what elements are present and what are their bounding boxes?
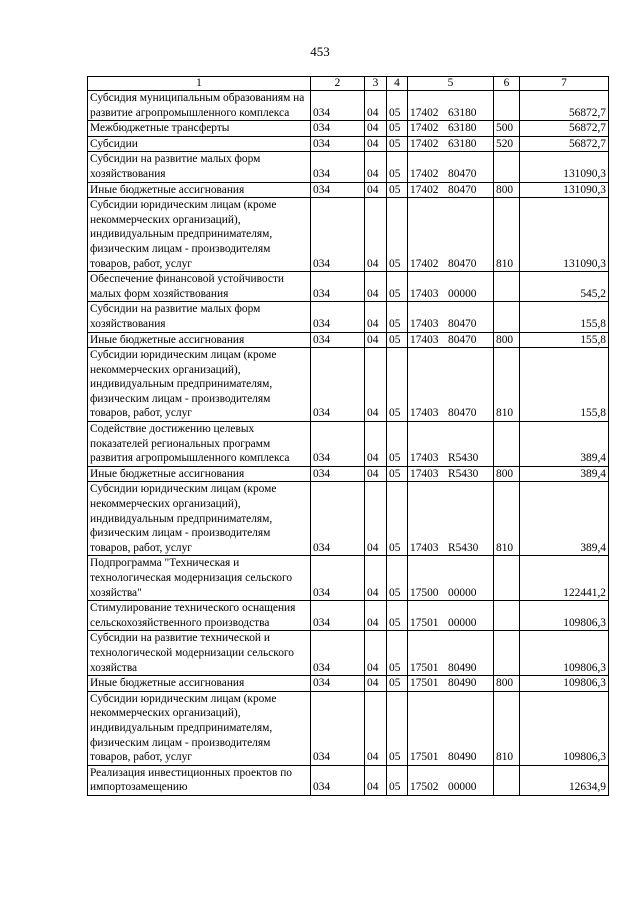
cell-vid-rashodov [494,152,520,182]
cs-code-direction: 00000 [448,287,477,300]
cell-podrazdel: 05 [387,136,408,152]
cell-summa: 122441,2 [520,556,609,601]
cell-vedomstvo: 034 [311,121,365,137]
cell-summa: 56872,7 [520,121,609,137]
cell-name: Обеспечение финансовой устойчивости малых форм хозяйствования [88,272,311,302]
cell-celevaya-statya [408,601,494,631]
table-body [88,91,609,796]
cell-vedomstvo: 034 [311,198,365,272]
cell-name: Субсидии на развитие малых форм хозяйствования [88,302,311,332]
table-row [88,91,609,121]
cell-vid-rashodov [494,272,520,302]
cell-razdel: 04 [365,601,387,631]
cs-code-direction: 80490 [448,661,477,674]
cell-podrazdel: 05 [387,91,408,121]
cs-code-direction: 80470 [448,407,477,420]
cell-celevaya-statya [408,556,494,601]
cell-razdel: 04 [365,152,387,182]
cell-vid-rashodov [494,422,520,467]
cell-celevaya-statya [408,302,494,332]
table-row [88,136,609,152]
cs-code-direction: 00000 [448,586,477,599]
cell-razdel: 04 [365,482,387,556]
cell-razdel: 04 [365,466,387,482]
budget-table [87,76,609,796]
cell-vedomstvo: 034 [311,332,365,348]
cs-code-direction: R5430 [448,452,479,465]
cs-code-direction: 00000 [448,781,477,794]
cs-code-program: 17402 [410,167,439,180]
cell-vedomstvo: 034 [311,91,365,121]
cell-vedomstvo: 034 [311,482,365,556]
cell-vid-rashodov [494,765,520,795]
table-row [88,272,609,302]
cell-celevaya-statya [408,121,494,137]
cell-name: Иные бюджетные ассигнования [88,676,311,692]
header-cell-vid-rashodov: 6 [494,77,520,91]
cell-vid-rashodov: 800 [494,676,520,692]
cs-code-direction: R5430 [448,467,479,480]
table-row [88,556,609,601]
cell-name: Подпрограмма "Техническая и технологическая модернизация сельского хозяйства" [88,556,311,601]
cs-code-program: 17402 [410,106,439,119]
cell-vedomstvo: 034 [311,272,365,302]
cell-podrazdel: 05 [387,556,408,601]
cell-razdel: 04 [365,182,387,198]
cell-name: Межбюджетные трансферты [88,121,311,137]
cell-podrazdel: 05 [387,691,408,765]
cell-razdel: 04 [365,121,387,137]
cell-vedomstvo: 034 [311,676,365,692]
cell-name: Субсидии юридическим лицам (кроме некоммерческих организаций), индивидуальным предпринимателям, физическим лицам - производителям товаров, работ, услуг [88,691,311,765]
cs-code-direction: 63180 [448,122,477,135]
cell-vid-rashodov [494,302,520,332]
cell-name: Субсидии юридическим лицам (кроме некоммерческих организаций), индивидуальным предпринимателям, физическим лицам - производителям товаров, работ, услуг [88,348,311,422]
cell-name: Субсидии на развитие малых форм хозяйствования [88,152,311,182]
table-row [88,422,609,467]
cs-code-program: 17500 [410,586,439,599]
cell-vedomstvo: 034 [311,691,365,765]
cell-vedomstvo: 034 [311,631,365,676]
cell-name: Содействие достижению целевых показателей региональных программ развития агропромышленного комплекса [88,422,311,467]
cs-code-program: 17403 [410,467,439,480]
header-cell-name: 1 [88,77,311,91]
cs-code-direction: 63180 [448,137,477,150]
table-header-row [88,77,609,91]
cs-code-direction: 80470 [448,317,477,330]
cs-code-program: 17402 [410,137,439,150]
cs-code-program: 17501 [410,751,439,764]
cs-code-direction: 63180 [448,106,477,119]
cell-razdel: 04 [365,348,387,422]
header-cell-celevaya-statya: 5 [408,77,494,91]
cell-vedomstvo: 034 [311,601,365,631]
table-row [88,348,609,422]
header-cell-summa: 7 [520,77,609,91]
cell-summa: 131090,3 [520,152,609,182]
cell-celevaya-statya [408,765,494,795]
cell-name: Субсидии на развитие технической и технологической модернизации сельского хозяйства [88,631,311,676]
cell-summa: 389,4 [520,466,609,482]
cell-podrazdel: 05 [387,182,408,198]
cell-celevaya-statya [408,422,494,467]
cs-code-direction: 80490 [448,751,477,764]
cell-celevaya-statya [408,691,494,765]
cell-celevaya-statya [408,631,494,676]
table-row [88,631,609,676]
cs-code-program: 17502 [410,781,439,794]
cell-razdel: 04 [365,631,387,676]
cell-vid-rashodov: 800 [494,466,520,482]
cell-vedomstvo: 034 [311,182,365,198]
cs-code-program: 17403 [410,333,439,346]
cell-celevaya-statya [408,91,494,121]
cell-summa: 109806,3 [520,691,609,765]
cell-vedomstvo: 034 [311,302,365,332]
cell-name: Субсидии юридическим лицам (кроме некоммерческих организаций), индивидуальным предпринимателям, физическим лицам - производителям товаров, работ, услуг [88,198,311,272]
cell-razdel: 04 [365,198,387,272]
cell-vedomstvo: 034 [311,422,365,467]
cs-code-direction: R5430 [448,541,479,554]
cell-vid-rashodov: 800 [494,182,520,198]
cell-razdel: 04 [365,302,387,332]
page-number: 453 [310,44,330,59]
cell-vedomstvo: 034 [311,136,365,152]
table-row [88,691,609,765]
cell-celevaya-statya [408,182,494,198]
cell-name: Стимулирование технического оснащения сельскохозяйственного производства [88,601,311,631]
cs-code-program: 17501 [410,677,439,690]
table-row [88,482,609,556]
cell-summa: 155,8 [520,348,609,422]
header-cell-vedomstvo: 2 [311,77,365,91]
cell-summa: 109806,3 [520,601,609,631]
cell-razdel: 04 [365,765,387,795]
cell-name: Субсидия муниципальным образованиям на развитие агропромышленного комплекса [88,91,311,121]
cell-vedomstvo: 034 [311,765,365,795]
cell-podrazdel: 05 [387,676,408,692]
cell-celevaya-statya [408,676,494,692]
cell-vedomstvo: 034 [311,348,365,422]
cell-razdel: 04 [365,272,387,302]
cell-razdel: 04 [365,691,387,765]
cs-code-program: 17402 [410,183,439,196]
cell-vid-rashodov [494,631,520,676]
cell-summa: 545,2 [520,272,609,302]
cell-podrazdel: 05 [387,482,408,556]
cell-summa: 109806,3 [520,631,609,676]
cell-vedomstvo: 034 [311,152,365,182]
cell-summa: 12634,9 [520,765,609,795]
cell-celevaya-statya [408,152,494,182]
header-cell-podrazdel: 4 [387,77,408,91]
cell-vid-rashodov: 500 [494,121,520,137]
table-row [88,601,609,631]
cs-code-program: 17402 [410,257,439,270]
header-cell-razdel: 3 [365,77,387,91]
table-row [88,121,609,137]
table-row [88,765,609,795]
cell-summa: 131090,3 [520,198,609,272]
cell-podrazdel: 05 [387,332,408,348]
cell-summa: 56872,7 [520,91,609,121]
cell-razdel: 04 [365,136,387,152]
cell-vid-rashodov: 520 [494,136,520,152]
cs-code-program: 17403 [410,317,439,330]
cell-summa: 56872,7 [520,136,609,152]
cs-code-program: 17403 [410,287,439,300]
cell-celevaya-statya [408,348,494,422]
cell-podrazdel: 05 [387,348,408,422]
cell-name: Субсидии [88,136,311,152]
cs-code-program: 17403 [410,452,439,465]
cell-vedomstvo: 034 [311,556,365,601]
cell-celevaya-statya [408,482,494,556]
cell-summa: 389,4 [520,422,609,467]
cell-podrazdel: 05 [387,631,408,676]
cell-name: Реализация инвестиционных проектов по импортозамещению [88,765,311,795]
cell-celevaya-statya [408,136,494,152]
cell-podrazdel: 05 [387,302,408,332]
cell-podrazdel: 05 [387,601,408,631]
cell-vid-rashodov: 810 [494,198,520,272]
table-row [88,302,609,332]
cs-code-program: 17402 [410,122,439,135]
cell-podrazdel: 05 [387,152,408,182]
cell-vid-rashodov: 810 [494,348,520,422]
cs-code-program: 17403 [410,541,439,554]
cell-name: Иные бюджетные ассигнования [88,466,311,482]
cell-razdel: 04 [365,676,387,692]
table-row [88,182,609,198]
cell-celevaya-statya [408,466,494,482]
cell-summa: 389,4 [520,482,609,556]
cell-podrazdel: 05 [387,198,408,272]
table-row [88,466,609,482]
table-row [88,332,609,348]
cell-razdel: 04 [365,91,387,121]
cell-summa: 155,8 [520,302,609,332]
cs-code-direction: 80490 [448,677,477,690]
cell-celevaya-statya [408,272,494,302]
cell-razdel: 04 [365,422,387,467]
cell-podrazdel: 05 [387,121,408,137]
cell-vid-rashodov: 810 [494,482,520,556]
table-row [88,676,609,692]
cell-podrazdel: 05 [387,466,408,482]
cell-podrazdel: 05 [387,765,408,795]
cs-code-direction: 00000 [448,616,477,629]
cell-podrazdel: 05 [387,272,408,302]
cell-vid-rashodov [494,556,520,601]
cell-name: Субсидии юридическим лицам (кроме некоммерческих организаций), индивидуальным предпринимателям, физическим лицам - производителям товаров, работ, услуг [88,482,311,556]
table-row [88,152,609,182]
cell-vid-rashodov: 800 [494,332,520,348]
cell-summa: 155,8 [520,332,609,348]
cs-code-program: 17501 [410,661,439,674]
cs-code-program: 17501 [410,616,439,629]
cs-code-direction: 80470 [448,257,477,270]
cell-vid-rashodov [494,91,520,121]
cell-celevaya-statya [408,198,494,272]
cell-vid-rashodov [494,601,520,631]
cell-summa: 109806,3 [520,676,609,692]
cell-vid-rashodov: 810 [494,691,520,765]
cs-code-program: 17403 [410,407,439,420]
cell-razdel: 04 [365,556,387,601]
table-row [88,198,609,272]
cell-summa: 131090,3 [520,182,609,198]
cell-celevaya-statya [408,332,494,348]
cell-name: Иные бюджетные ассигнования [88,182,311,198]
cs-code-direction: 80470 [448,167,477,180]
cell-name: Иные бюджетные ассигнования [88,332,311,348]
cell-podrazdel: 05 [387,422,408,467]
cell-vedomstvo: 034 [311,466,365,482]
cs-code-direction: 80470 [448,333,477,346]
cell-razdel: 04 [365,332,387,348]
cs-code-direction: 80470 [448,183,477,196]
